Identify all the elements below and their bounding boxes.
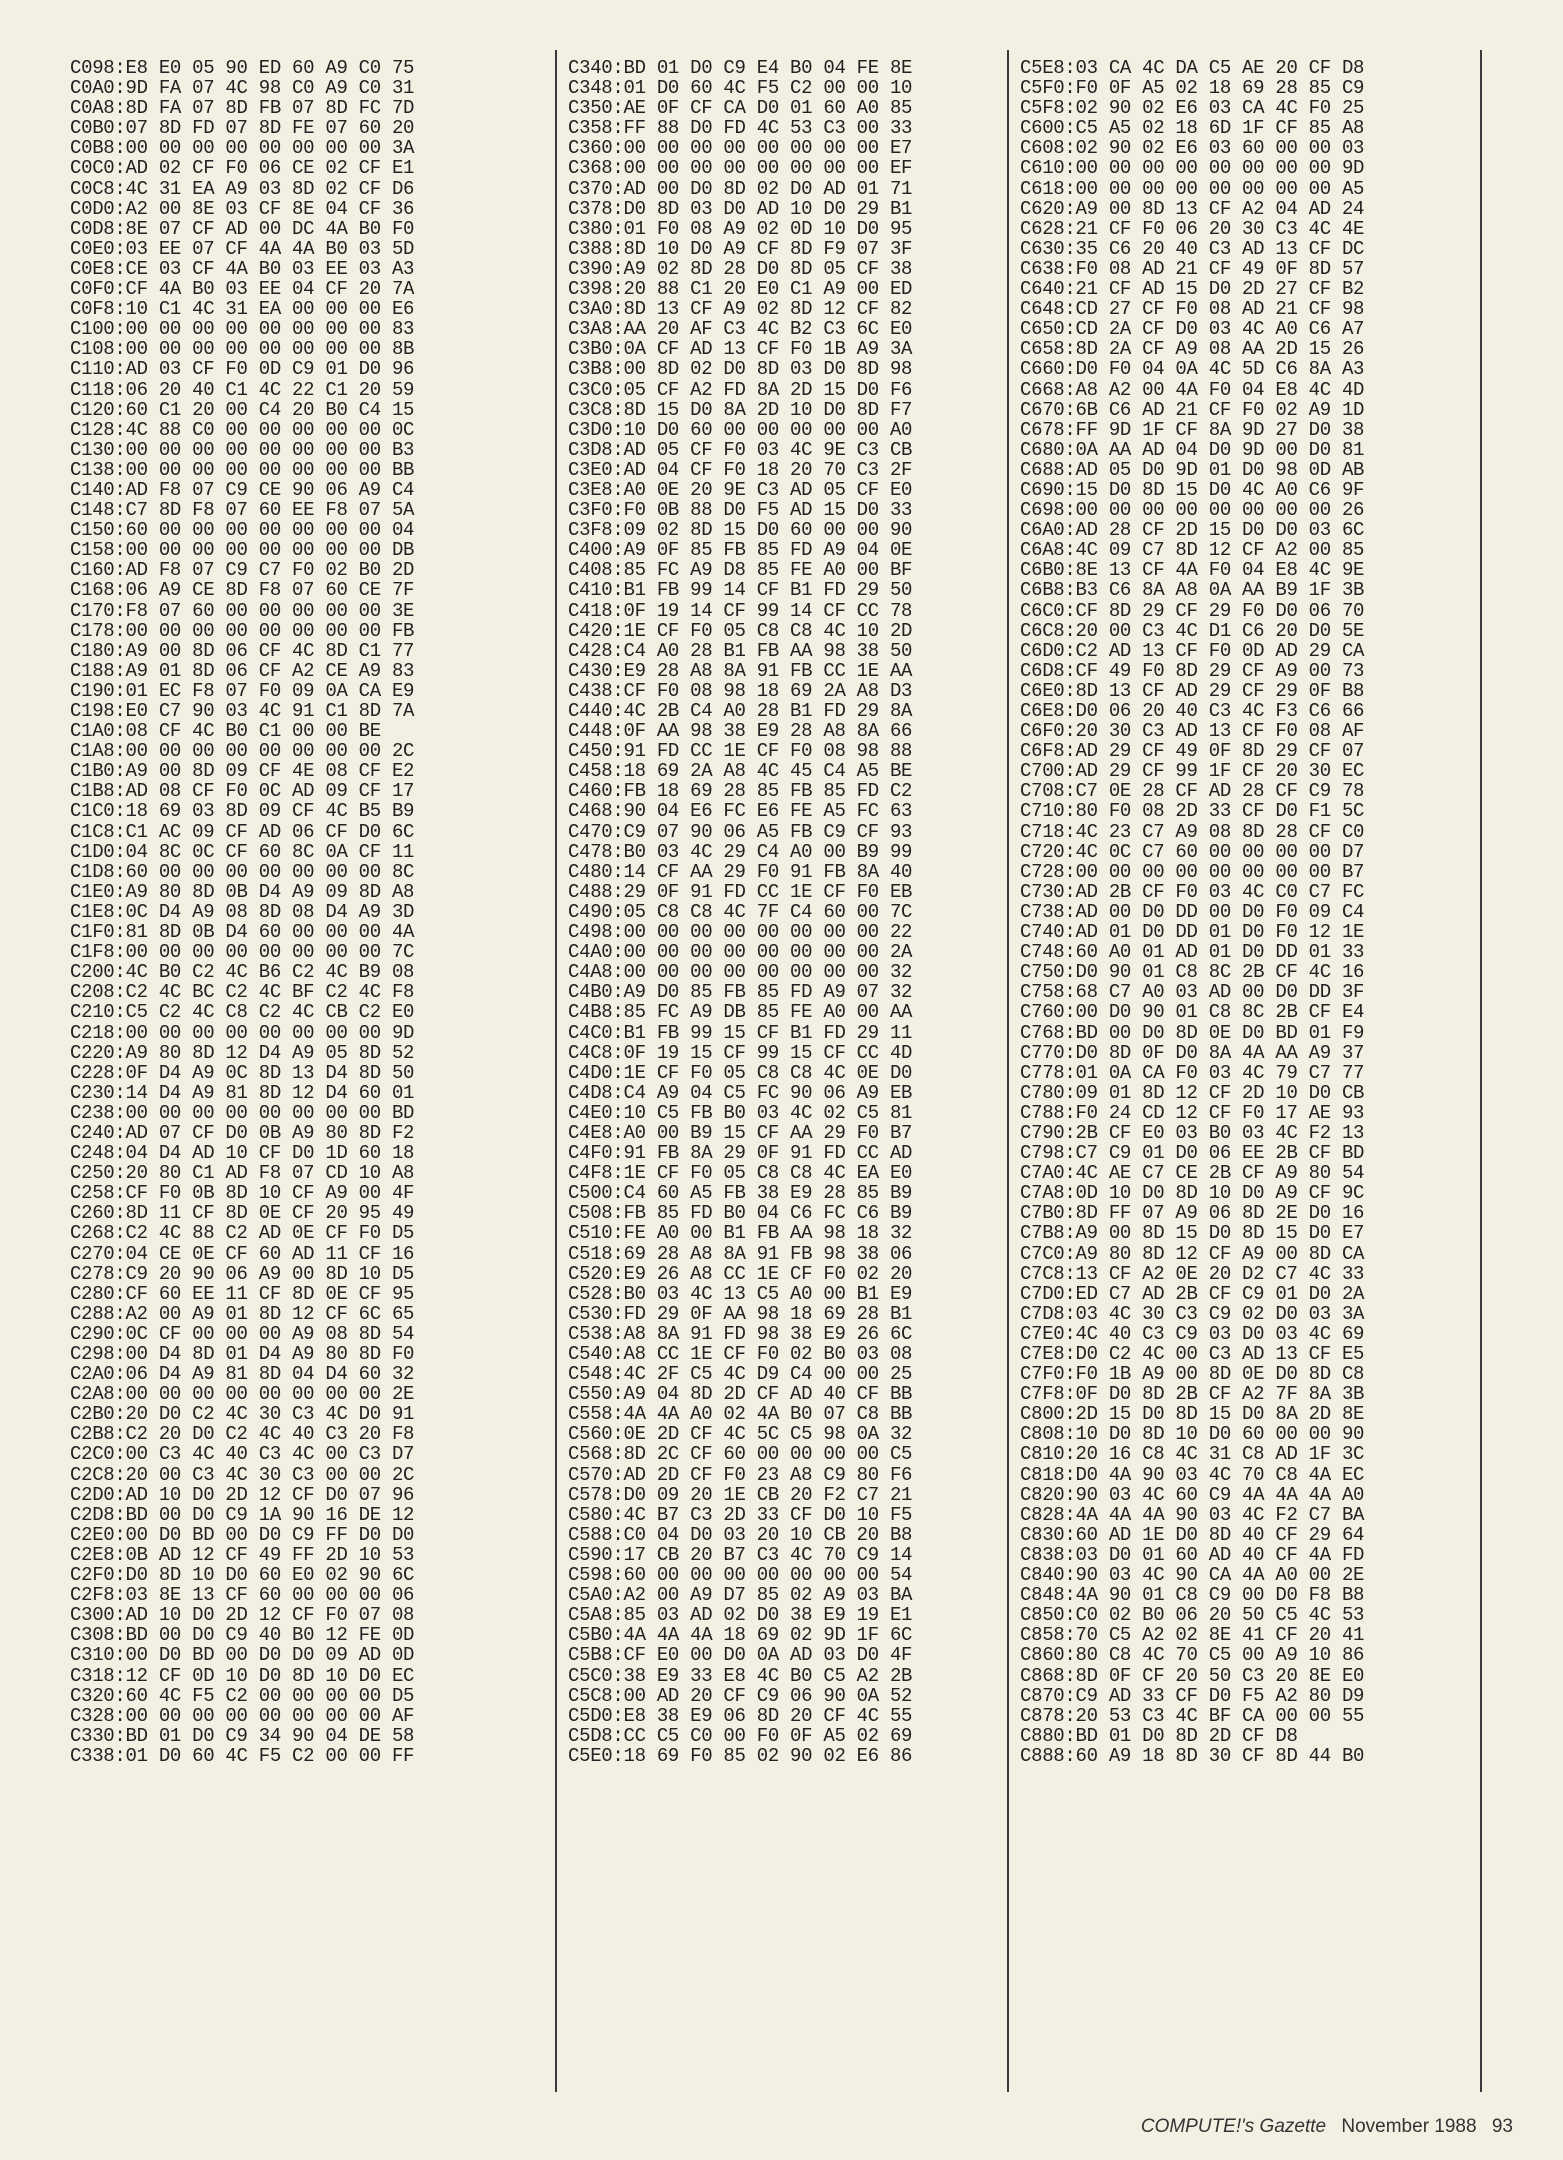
listing-line: C3E8:A0 0E 20 9E C3 AD 05 CF E0 <box>568 478 913 501</box>
listing-line: C1E8:0C D4 A9 08 8D 08 D4 A9 3D <box>70 900 415 923</box>
listing-line: C850:C0 02 B0 06 20 50 C5 4C 53 <box>1020 1604 1365 1627</box>
listing-line: C240:AD 07 CF D0 0B A9 80 8D F2 <box>70 1121 415 1144</box>
listing-line: C648:CD 27 CF F0 08 AD 21 CF 98 <box>1020 298 1365 321</box>
listing-line: C350:AE 0F CF CA D0 01 60 A0 85 <box>568 97 913 120</box>
listing-line: C178:00 00 00 00 00 00 00 00 FB <box>70 619 415 642</box>
listing-line: C140:AD F8 07 C9 CE 90 06 A9 C4 <box>70 478 415 501</box>
listing-line: C108:00 00 00 00 00 00 00 00 8B <box>70 338 415 361</box>
listing-line: C2A8:00 00 00 00 00 00 00 00 2E <box>70 1383 415 1406</box>
listing-line: C0C0:AD 02 CF F0 06 CE 02 CF E1 <box>70 157 415 180</box>
listing-line: C0D8:8E 07 CF AD 00 DC 4A B0 F0 <box>70 217 415 240</box>
magazine-name: COMPUTE!'s Gazette <box>1140 2116 1327 2137</box>
listing-line: C7D8:03 4C 30 C3 C9 02 D0 03 3A <box>1020 1302 1365 1325</box>
listing-line: C128:4C 88 C0 00 00 00 00 00 0C <box>70 418 415 441</box>
listing-line: C618:00 00 00 00 00 00 00 00 A5 <box>1020 177 1365 200</box>
listing-line: C3B0:0A CF AD 13 CF F0 1B A9 3A <box>568 338 913 361</box>
listing-line: C500:C4 60 A5 FB 38 E9 28 85 B9 <box>568 1182 913 1205</box>
listing-line: C6A8:4C 09 C7 8D 12 CF A2 00 85 <box>1020 539 1365 562</box>
listing-line: C248:04 D4 AD 10 CF D0 1D 60 18 <box>70 1142 415 1165</box>
listing-line: C668:A8 A2 00 4A F0 04 E8 4C 4D <box>1020 378 1365 401</box>
listing-line: C3D8:AD 05 CF F0 03 4C 9E C3 CB <box>568 438 913 461</box>
listing-line: C780:09 01 8D 12 CF 2D 10 D0 CB <box>1020 1081 1365 1104</box>
listing-line: C150:60 00 00 00 00 00 00 00 04 <box>70 519 415 542</box>
listing-line: C338:01 D0 60 4C F5 C2 00 00 FF <box>70 1744 415 1767</box>
listing-line: C688:AD 05 D0 9D 01 D0 98 0D AB <box>1020 458 1365 481</box>
listing-line: C200:4C B0 C2 4C B6 C2 4C B9 08 <box>70 961 415 984</box>
listing-line: C5F8:02 90 02 E6 03 CA 4C F0 25 <box>1020 97 1365 120</box>
listing-line: C198:E0 C7 90 03 4C 91 C1 8D 7A <box>70 700 415 722</box>
listing-line: C4F8:1E CF F0 05 C8 C8 4C EA E0 <box>568 1162 913 1185</box>
listing-line: C5A0:A2 00 A9 D7 85 02 A9 03 BA <box>568 1584 913 1607</box>
listing-line: C728:00 00 00 00 00 00 00 00 B7 <box>1020 860 1365 883</box>
listing-line: C858:70 C5 A2 02 8E 41 CF 20 41 <box>1020 1624 1365 1647</box>
listing-column-3 <box>1020 58 1364 1766</box>
listing-line: C640:21 CF AD 15 D0 2D 27 CF B2 <box>1020 278 1365 301</box>
listing-line: C848:4A 90 01 C8 C9 00 D0 F8 B8 <box>1020 1584 1365 1607</box>
listing-line: C730:AD 2B CF F0 03 4C C0 C7 FC <box>1020 880 1365 903</box>
listing-line: C450:91 FD CC 1E CF F0 08 98 88 <box>568 740 913 763</box>
listing-line: C470:C9 07 90 06 A5 FB C9 CF 93 <box>568 820 913 843</box>
listing-line: C820:90 03 4C 60 C9 4A 4A 4A A0 <box>1020 1483 1365 1506</box>
listing-line: C3F0:F0 0B 88 D0 F5 AD 15 D0 33 <box>568 499 913 522</box>
listing-line: C398:20 88 C1 20 E0 C1 A9 00 ED <box>568 278 913 301</box>
listing-line: C438:CF F0 08 98 18 69 2A A8 D3 <box>568 679 913 702</box>
listing-line: C348:01 D0 60 4C F5 C2 00 00 10 <box>568 77 913 100</box>
listing-line: C570:AD 2D CF F0 23 A8 C9 80 F6 <box>568 1463 913 1486</box>
listing-column-1 <box>70 58 414 1766</box>
listing-line: C480:14 CF AA 29 F0 91 FB 8A 40 <box>568 860 913 883</box>
listing-line: C5C0:38 E9 33 E8 4C B0 C5 A2 2B <box>568 1664 913 1687</box>
listing-line: C110:AD 03 CF F0 0D C9 01 D0 96 <box>70 358 415 381</box>
listing-line: C7F8:0F D0 8D 2B CF A2 7F 8A 3B <box>1020 1383 1365 1406</box>
listing-line: C6C0:CF 8D 29 CF 29 F0 D0 06 70 <box>1020 599 1365 622</box>
listing-line: C6A0:AD 28 CF 2D 15 D0 D0 03 6C <box>1020 519 1365 542</box>
listing-line: C680:0A AA AD 04 D0 9D 00 D0 81 <box>1020 438 1365 461</box>
listing-line: C420:1E CF F0 05 C8 C8 4C 10 2D <box>568 619 913 642</box>
listing-line: C4E0:10 C5 FB B0 03 4C 02 C5 81 <box>568 1101 913 1124</box>
listing-line: C880:BD 01 D0 8D 2D CF D8 <box>1020 1724 1298 1747</box>
listing-line: C4D0:1E CF F0 05 C8 C8 4C 0E D0 <box>568 1061 913 1084</box>
listing-line: C6D8:CF 49 F0 8D 29 CF A9 00 73 <box>1020 659 1365 682</box>
issue-date: November 1988 <box>1341 2116 1477 2137</box>
listing-line: C558:4A 4A A0 02 4A B0 07 C8 BB <box>568 1403 913 1426</box>
listing-line: C628:21 CF F0 06 20 30 C3 4C 4E <box>1020 217 1365 240</box>
listing-line: C7F0:F0 1B A9 00 8D 0E D0 8D C8 <box>1020 1363 1365 1386</box>
listing-line: C660:D0 F0 04 0A 4C 5D C6 8A A3 <box>1020 358 1365 381</box>
listing-line: C6F8:AD 29 CF 49 0F 8D 29 CF 07 <box>1020 740 1365 763</box>
listing-line: C1C8:C1 AC 09 CF AD 06 CF D0 6C <box>70 820 415 843</box>
listing-line: C430:E9 28 A8 8A 91 FB CC 1E AA <box>568 659 913 682</box>
listing-line: C768:BD 00 D0 8D 0E D0 BD 01 F9 <box>1020 1021 1365 1044</box>
listing-line: C2F8:03 8E 13 CF 60 00 00 00 06 <box>70 1584 415 1607</box>
listing-line: C620:A9 00 8D 13 CF A2 04 AD 24 <box>1020 197 1365 220</box>
listing-line: C3D0:10 D0 60 00 00 00 00 00 A0 <box>568 418 913 441</box>
listing-line: C250:20 80 C1 AD F8 07 CD 10 A8 <box>70 1162 415 1185</box>
listing-line: C518:69 28 A8 8A 91 FB 98 38 06 <box>568 1242 913 1265</box>
listing-line: C380:01 F0 08 A9 02 0D 10 D0 95 <box>568 217 913 240</box>
listing-line: C498:00 00 00 00 00 00 00 00 22 <box>568 921 913 944</box>
listing-line: C520:E9 26 A8 CC 1E CF F0 02 20 <box>568 1262 913 1285</box>
listing-line: C6F0:20 30 C3 AD 13 CF F0 08 AF <box>1020 720 1365 743</box>
listing-line: C328:00 00 00 00 00 00 00 00 AF <box>70 1704 415 1727</box>
listing-line: C330:BD 01 D0 C9 34 90 04 DE 58 <box>70 1724 415 1747</box>
listing-line: C448:0F AA 98 38 E9 28 A8 8A 66 <box>568 720 913 743</box>
listing-line: C7A8:0D 10 D0 8D 10 D0 A9 CF 9C <box>1020 1182 1365 1205</box>
listing-line: C710:80 F0 08 2D 33 CF D0 F1 5C <box>1020 800 1365 823</box>
listing-line: C308:BD 00 D0 C9 40 B0 12 FE 0D <box>70 1624 415 1647</box>
listing-line: C580:4C B7 C3 2D 33 CF D0 10 F5 <box>568 1503 913 1526</box>
listing-line: C160:AD F8 07 C9 C7 F0 02 B0 2D <box>70 559 415 582</box>
listing-line: C1E0:A9 80 8D 0B D4 A9 09 8D A8 <box>70 880 415 903</box>
listing-line: C138:00 00 00 00 00 00 00 00 BB <box>70 458 415 481</box>
listing-line: C5E0:18 69 F0 85 02 90 02 E6 86 <box>568 1744 913 1767</box>
listing-line: C700:AD 29 CF 99 1F CF 20 30 EC <box>1020 760 1365 783</box>
listing-line: C3B8:00 8D 02 D0 8D 03 D0 8D 98 <box>568 358 913 381</box>
listing-line: C5A8:85 03 AD 02 D0 38 E9 19 E1 <box>568 1604 913 1627</box>
listing-line: C188:A9 01 8D 06 CF A2 CE A9 83 <box>70 659 415 682</box>
listing-line: C788:F0 24 CD 12 CF F0 17 AE 93 <box>1020 1101 1365 1124</box>
listing-line: C3F8:09 02 8D 15 D0 60 00 00 90 <box>568 519 913 542</box>
listing-line: C190:01 EC F8 07 F0 09 0A CA E9 <box>70 679 415 702</box>
listing-line: C630:35 C6 20 40 C3 AD 13 CF DC <box>1020 237 1365 260</box>
column-rule <box>1007 50 1009 2092</box>
listing-line: C4C8:0F 19 15 CF 99 15 CF CC 4D <box>568 1041 913 1064</box>
listing-line: C6E0:8D 13 CF AD 29 CF 29 0F B8 <box>1020 679 1365 702</box>
listing-line: C1B8:AD 08 CF F0 0C AD 09 CF 17 <box>70 780 415 803</box>
listing-line: C790:2B CF E0 03 B0 03 4C F2 13 <box>1020 1121 1365 1144</box>
listing-line: C2E8:0B AD 12 CF 49 FF 2D 10 53 <box>70 1543 415 1566</box>
listing-line: C670:6B C6 AD 21 CF F0 02 A9 1D <box>1020 398 1365 421</box>
listing-line: C5C8:00 AD 20 CF C9 06 90 0A 52 <box>568 1684 913 1707</box>
listing-line: C458:18 69 2A A8 4C 45 C4 A5 BE <box>568 760 913 783</box>
listing-line: C098:E8 E0 05 90 ED 60 A9 C0 75 <box>70 57 415 79</box>
listing-line: C3E0:AD 04 CF F0 18 20 70 C3 2F <box>568 458 913 481</box>
listing-line: C590:17 CB 20 B7 C3 4C 70 C9 14 <box>568 1543 913 1566</box>
listing-line: C5D0:E8 38 E9 06 8D 20 CF 4C 55 <box>568 1704 913 1727</box>
page-footer <box>1131 2116 1513 2138</box>
listing-line: C868:8D 0F CF 20 50 C3 20 8E E0 <box>1020 1664 1365 1687</box>
listing-line: C4A0:00 00 00 00 00 00 00 00 2A <box>568 941 913 964</box>
listing-line: C7C0:A9 80 8D 12 CF A9 00 8D CA <box>1020 1242 1365 1265</box>
listing-line: C678:FF 9D 1F CF 8A 9D 27 D0 38 <box>1020 418 1365 441</box>
page-number: 93 <box>1491 2116 1513 2137</box>
listing-line: C370:AD 00 D0 8D 02 D0 AD 01 71 <box>568 177 913 200</box>
listing-line: C530:FD 29 0F AA 98 18 69 28 B1 <box>568 1302 913 1325</box>
listing-line: C528:B0 03 4C 13 C5 A0 00 B1 E9 <box>568 1282 913 1305</box>
listing-line: C750:D0 90 01 C8 8C 2B CF 4C 16 <box>1020 961 1365 984</box>
listing-line: C260:8D 11 CF 8D 0E CF 20 95 49 <box>70 1202 415 1225</box>
listing-line: C760:00 D0 90 01 C8 8C 2B CF E4 <box>1020 1001 1365 1024</box>
listing-line: C5E8:03 CA 4C DA C5 AE 20 CF D8 <box>1020 57 1365 79</box>
listing-line: C6E8:D0 06 20 40 C3 4C F3 C6 66 <box>1020 700 1365 722</box>
listing-line: C318:12 CF 0D 10 D0 8D 10 D0 EC <box>70 1664 415 1687</box>
listing-line: C7A0:4C AE C7 CE 2B CF A9 80 54 <box>1020 1162 1365 1185</box>
listing-line: C1A8:00 00 00 00 00 00 00 00 2C <box>70 740 415 763</box>
listing-line: C320:60 4C F5 C2 00 00 00 00 D5 <box>70 1684 415 1707</box>
listing-line: C608:02 90 02 E6 03 60 00 00 03 <box>1020 137 1365 160</box>
listing-line: C690:15 D0 8D 15 D0 4C A0 C6 9F <box>1020 478 1365 501</box>
listing-line: C588:C0 04 D0 03 20 10 CB 20 B8 <box>568 1523 913 1546</box>
listing-line: C408:85 FC A9 D8 85 FE A0 00 BF <box>568 559 913 582</box>
listing-line: C1C0:18 69 03 8D 09 CF 4C B5 B9 <box>70 800 415 823</box>
listing-line: C1F0:81 8D 0B D4 60 00 00 00 4A <box>70 921 415 944</box>
listing-line: C0A8:8D FA 07 8D FB 07 8D FC 7D <box>70 97 415 120</box>
listing-line: C3C8:8D 15 D0 8A 2D 10 D0 8D F7 <box>568 398 913 421</box>
listing-line: C7C8:13 CF A2 0E 20 D2 C7 4C 33 <box>1020 1262 1365 1285</box>
listing-line: C510:FE A0 00 B1 FB AA 98 18 32 <box>568 1222 913 1245</box>
listing-line: C548:4C 2F C5 4C D9 C4 00 00 25 <box>568 1363 913 1386</box>
listing-line: C358:FF 88 D0 FD 4C 53 C3 00 33 <box>568 117 913 140</box>
listing-line: C7B0:8D FF 07 A9 06 8D 2E D0 16 <box>1020 1202 1365 1225</box>
listing-line: C4B0:A9 D0 85 FB 85 FD A9 07 32 <box>568 981 913 1004</box>
listing-line: C410:B1 FB 99 14 CF B1 FD 29 50 <box>568 579 913 602</box>
listing-line: C7B8:A9 00 8D 15 D0 8D 15 D0 E7 <box>1020 1222 1365 1245</box>
listing-line: C2F0:D0 8D 10 D0 60 E0 02 90 6C <box>70 1564 415 1587</box>
listing-line: C130:00 00 00 00 00 00 00 00 B3 <box>70 438 415 461</box>
listing-line: C268:C2 4C 88 C2 AD 0E CF F0 D5 <box>70 1222 415 1245</box>
listing-line: C7E0:4C 40 C3 C9 03 D0 03 4C 69 <box>1020 1322 1365 1345</box>
listing-line: C4A8:00 00 00 00 00 00 00 00 32 <box>568 961 913 984</box>
listing-line: C870:C9 AD 33 CF D0 F5 A2 80 D9 <box>1020 1684 1365 1707</box>
listing-line: C600:C5 A5 02 18 6D 1F CF 85 A8 <box>1020 117 1365 140</box>
listing-line: C0A0:9D FA 07 4C 98 C0 A9 C0 31 <box>70 77 415 100</box>
listing-line: C1A0:08 CF 4C B0 C1 00 00 BE <box>70 720 381 743</box>
listing-line: C550:A9 04 8D 2D CF AD 40 CF BB <box>568 1383 913 1406</box>
listing-line: C6C8:20 00 C3 4C D1 C6 20 D0 5E <box>1020 619 1365 642</box>
listing-line: C0E8:CE 03 CF 4A B0 03 EE 03 A3 <box>70 257 415 280</box>
listing-line: C158:00 00 00 00 00 00 00 00 DB <box>70 539 415 562</box>
listing-line: C540:A8 CC 1E CF F0 02 B0 03 08 <box>568 1343 913 1365</box>
listing-line: C2B8:C2 20 D0 C2 4C 40 C3 20 F8 <box>70 1423 415 1446</box>
listing-line: C828:4A 4A 4A 90 03 4C F2 C7 BA <box>1020 1503 1365 1526</box>
listing-line: C560:0E 2D CF 4C 5C C5 98 0A 32 <box>568 1423 913 1446</box>
listing-line: C808:10 D0 8D 10 D0 60 00 00 90 <box>1020 1423 1365 1446</box>
listing-line: C280:CF 60 EE 11 CF 8D 0E CF 95 <box>70 1282 415 1305</box>
column-rule <box>555 50 557 2092</box>
listing-line: C0F8:10 C1 4C 31 EA 00 00 00 E6 <box>70 298 415 321</box>
listing-line: C488:29 0F 91 FD CC 1E CF F0 EB <box>568 880 913 903</box>
listing-line: C658:8D 2A CF A9 08 AA 2D 15 26 <box>1020 338 1365 361</box>
listing-line: C418:0F 19 14 CF 99 14 CF CC 78 <box>568 599 913 622</box>
listing-line: C800:2D 15 D0 8D 15 D0 8A 2D 8E <box>1020 1403 1365 1426</box>
listing-line: C888:60 A9 18 8D 30 CF 8D 44 B0 <box>1020 1744 1365 1767</box>
listing-line: C7D0:ED C7 AD 2B CF C9 01 D0 2A <box>1020 1282 1365 1305</box>
listing-line: C1D0:04 8C 0C CF 60 8C 0A CF 11 <box>70 840 415 863</box>
listing-line: C120:60 C1 20 00 C4 20 B0 C4 15 <box>70 398 415 421</box>
listing-line: C758:68 C7 A0 03 AD 00 D0 DD 3F <box>1020 981 1365 1004</box>
listing-line: C270:04 CE 0E CF 60 AD 11 CF 16 <box>70 1242 415 1265</box>
column-rule <box>1480 50 1482 2092</box>
listing-line: C4D8:C4 A9 04 C5 FC 90 06 A9 EB <box>568 1081 913 1104</box>
listing-line: C860:80 C8 4C 70 C5 00 A9 10 86 <box>1020 1644 1365 1667</box>
listing-line: C230:14 D4 A9 81 8D 12 D4 60 01 <box>70 1081 415 1104</box>
listing-line: C310:00 D0 BD 00 D0 D0 09 AD 0D <box>70 1644 415 1667</box>
listing-line: C208:C2 4C BC C2 4C BF C2 4C F8 <box>70 981 415 1004</box>
listing-line: C168:06 A9 CE 8D F8 07 60 CE 7F <box>70 579 415 602</box>
listing-line: C738:AD 00 D0 DD 00 D0 F0 09 C4 <box>1020 900 1365 923</box>
listing-line: C100:00 00 00 00 00 00 00 00 83 <box>70 318 415 341</box>
listing-line: C6B8:B3 C6 8A A8 0A AA B9 1F 3B <box>1020 579 1365 602</box>
listing-line: C2C0:00 C3 4C 40 C3 4C 00 C3 D7 <box>70 1443 415 1466</box>
listing-line: C4B8:85 FC A9 DB 85 FE A0 00 AA <box>568 1001 913 1024</box>
listing-line: C3A8:AA 20 AF C3 4C B2 C3 6C E0 <box>568 318 913 341</box>
listing-line: C6B0:8E 13 CF 4A F0 04 E8 4C 9E <box>1020 559 1365 582</box>
listing-line: C300:AD 10 D0 2D 12 CF F0 07 08 <box>70 1604 415 1627</box>
listing-line: C7E8:D0 C2 4C 00 C3 AD 13 CF E5 <box>1020 1343 1365 1365</box>
listing-line: C290:0C CF 00 00 00 A9 08 8D 54 <box>70 1322 415 1345</box>
listing-line: C810:20 16 C8 4C 31 C8 AD 1F 3C <box>1020 1443 1365 1466</box>
listing-line: C388:8D 10 D0 A9 CF 8D F9 07 3F <box>568 237 913 260</box>
listing-line: C148:C7 8D F8 07 60 EE F8 07 5A <box>70 499 415 522</box>
listing-line: C878:20 53 C3 4C BF CA 00 00 55 <box>1020 1704 1365 1727</box>
listing-line: C1B0:A9 00 8D 09 CF 4E 08 CF E2 <box>70 760 415 783</box>
listing-line: C170:F8 07 60 00 00 00 00 00 3E <box>70 599 415 622</box>
listing-line: C440:4C 2B C4 A0 28 B1 FD 29 8A <box>568 700 913 722</box>
listing-line: C538:A8 8A 91 FD 98 38 E9 26 6C <box>568 1322 913 1345</box>
listing-line: C2E0:00 D0 BD 00 D0 C9 FF D0 D0 <box>70 1523 415 1546</box>
listing-line: C468:90 04 E6 FC E6 FE A5 FC 63 <box>568 800 913 823</box>
listing-line: C478:B0 03 4C 29 C4 A0 00 B9 99 <box>568 840 913 863</box>
listing-line: C298:00 D4 8D 01 D4 A9 80 8D F0 <box>70 1343 415 1365</box>
listing-line: C5B0:4A 4A 4A 18 69 02 9D 1F 6C <box>568 1624 913 1647</box>
listing-line: C460:FB 18 69 28 85 FB 85 FD C2 <box>568 780 913 803</box>
listing-line: C2C8:20 00 C3 4C 30 C3 00 00 2C <box>70 1463 415 1486</box>
listing-line: C4C0:B1 FB 99 15 CF B1 FD 29 11 <box>568 1021 913 1044</box>
listing-line: C838:03 D0 01 60 AD 40 CF 4A FD <box>1020 1543 1365 1566</box>
listing-line: C5B8:CF E0 00 D0 0A AD 03 D0 4F <box>568 1644 913 1667</box>
listing-line: C0F0:CF 4A B0 03 EE 04 CF 20 7A <box>70 278 415 301</box>
listing-line: C598:60 00 00 00 00 00 00 00 54 <box>568 1564 913 1587</box>
listing-line: C5F0:F0 0F A5 02 18 69 28 85 C9 <box>1020 77 1365 100</box>
listing-line: C0E0:03 EE 07 CF 4A 4A B0 03 5D <box>70 237 415 260</box>
listing-line: C490:05 C8 C8 4C 7F C4 60 00 7C <box>568 900 913 923</box>
listing-line: C428:C4 A0 28 B1 FB AA 98 38 50 <box>568 639 913 662</box>
listing-line: C180:A9 00 8D 06 CF 4C 8D C1 77 <box>70 639 415 662</box>
listing-line: C390:A9 02 8D 28 D0 8D 05 CF 38 <box>568 257 913 280</box>
listing-line: C238:00 00 00 00 00 00 00 00 BD <box>70 1101 415 1124</box>
listing-column-2 <box>568 58 912 1766</box>
listing-line: C360:00 00 00 00 00 00 00 00 E7 <box>568 137 913 160</box>
listing-line: C508:FB 85 FD B0 04 C6 FC C6 B9 <box>568 1202 913 1225</box>
listing-line: C258:CF F0 0B 8D 10 CF A9 00 4F <box>70 1182 415 1205</box>
listing-line: C118:06 20 40 C1 4C 22 C1 20 59 <box>70 378 415 401</box>
listing-line: C798:C7 C9 01 D0 06 EE 2B CF BD <box>1020 1142 1365 1165</box>
listing-line: C818:D0 4A 90 03 4C 70 C8 4A EC <box>1020 1463 1365 1486</box>
listing-line: C228:0F D4 A9 0C 8D 13 D4 8D 50 <box>70 1061 415 1084</box>
listing-line: C288:A2 00 A9 01 8D 12 CF 6C 65 <box>70 1302 415 1325</box>
listing-line: C1F8:00 00 00 00 00 00 00 00 7C <box>70 941 415 964</box>
listing-line: C568:8D 2C CF 60 00 00 00 00 C5 <box>568 1443 913 1466</box>
listing-line: C2B0:20 D0 C2 4C 30 C3 4C D0 91 <box>70 1403 415 1426</box>
listing-line: C770:D0 8D 0F D0 8A 4A AA A9 37 <box>1020 1041 1365 1064</box>
listing-line: C278:C9 20 90 06 A9 00 8D 10 D5 <box>70 1262 415 1285</box>
listing-line: C6D0:C2 AD 13 CF F0 0D AD 29 CA <box>1020 639 1365 662</box>
listing-line: C0C8:4C 31 EA A9 03 8D 02 CF D6 <box>70 177 415 200</box>
listing-line: C2D0:AD 10 D0 2D 12 CF D0 07 96 <box>70 1483 415 1506</box>
listing-line: C778:01 0A CA F0 03 4C 79 C7 77 <box>1020 1061 1365 1084</box>
listing-line: C378:D0 8D 03 D0 AD 10 D0 29 B1 <box>568 197 913 220</box>
listing-line: C2A0:06 D4 A9 81 8D 04 D4 60 32 <box>70 1363 415 1386</box>
listing-line: C400:A9 0F 85 FB 85 FD A9 04 0E <box>568 539 913 562</box>
listing-line: C650:CD 2A CF D0 03 4C A0 C6 A7 <box>1020 318 1365 341</box>
listing-line: C4E8:A0 00 B9 15 CF AA 29 F0 B7 <box>568 1121 913 1144</box>
listing-line: C830:60 AD 1E D0 8D 40 CF 29 64 <box>1020 1523 1365 1546</box>
listing-line: C0B0:07 8D FD 07 8D FE 07 60 20 <box>70 117 415 140</box>
listing-line: C3C0:05 CF A2 FD 8A 2D 15 D0 F6 <box>568 378 913 401</box>
listing-line: C578:D0 09 20 1E CB 20 F2 C7 21 <box>568 1483 913 1506</box>
listing-line: C720:4C 0C C7 60 00 00 00 00 D7 <box>1020 840 1365 863</box>
listing-line: C368:00 00 00 00 00 00 00 00 EF <box>568 157 913 180</box>
listing-line: C718:4C 23 C7 A9 08 8D 28 CF C0 <box>1020 820 1365 843</box>
listing-line: C740:AD 01 D0 DD 01 D0 F0 12 1E <box>1020 921 1365 944</box>
listing-line: C218:00 00 00 00 00 00 00 00 9D <box>70 1021 415 1044</box>
listing-line: C708:C7 0E 28 CF AD 28 CF C9 78 <box>1020 780 1365 803</box>
listing-line: C610:00 00 00 00 00 00 00 00 9D <box>1020 157 1365 180</box>
listing-line: C3A0:8D 13 CF A9 02 8D 12 CF 82 <box>568 298 913 321</box>
listing-line: C340:BD 01 D0 C9 E4 B0 04 FE 8E <box>568 57 913 79</box>
listing-line: C2D8:BD 00 D0 C9 1A 90 16 DE 12 <box>70 1503 415 1526</box>
listing-line: C5D8:CC C5 C0 00 F0 0F A5 02 69 <box>568 1724 913 1747</box>
listing-line: C698:00 00 00 00 00 00 00 00 26 <box>1020 499 1365 522</box>
listing-line: C0B8:00 00 00 00 00 00 00 00 3A <box>70 137 415 160</box>
listing-line: C638:F0 08 AD 21 CF 49 0F 8D 57 <box>1020 257 1365 280</box>
listing-line: C4F0:91 FB 8A 29 0F 91 FD CC AD <box>568 1142 913 1165</box>
listing-line: C0D0:A2 00 8E 03 CF 8E 04 CF 36 <box>70 197 415 220</box>
listing-line: C210:C5 C2 4C C8 C2 4C CB C2 E0 <box>70 1001 415 1024</box>
listing-line: C1D8:60 00 00 00 00 00 00 00 8C <box>70 860 415 883</box>
listing-line: C220:A9 80 8D 12 D4 A9 05 8D 52 <box>70 1041 415 1064</box>
listing-line: C748:60 A0 01 AD 01 D0 DD 01 33 <box>1020 941 1365 964</box>
listing-line: C840:90 03 4C 90 CA 4A A0 00 2E <box>1020 1564 1365 1587</box>
